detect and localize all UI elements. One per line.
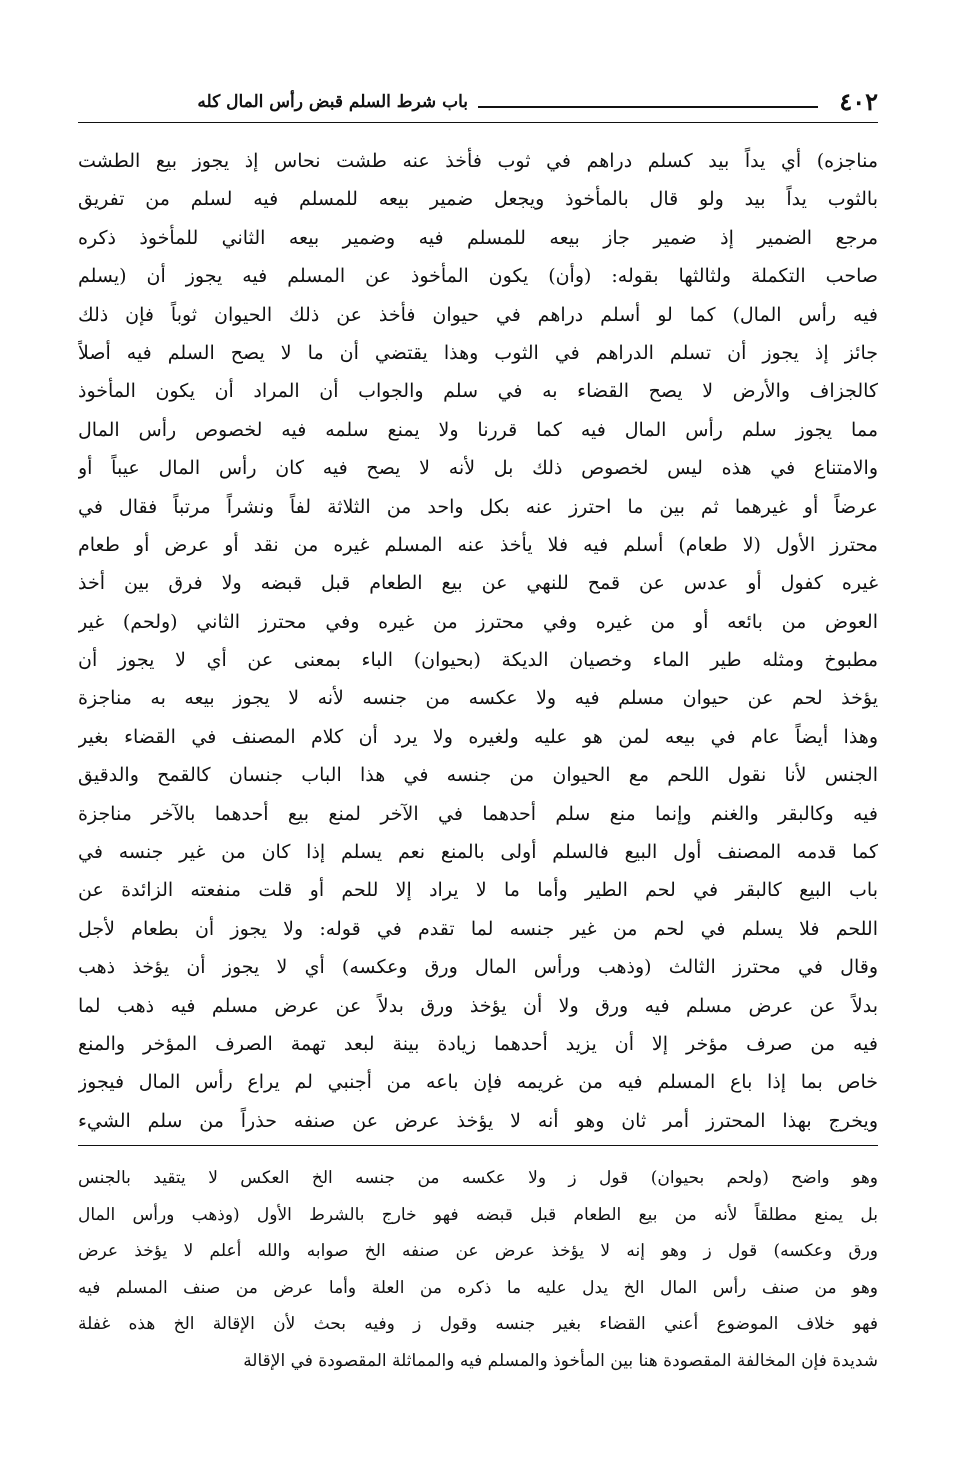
footnotes: [78, 1160, 878, 1379]
text-line: ويخرج بهذا المحترز أمر ثان وهو أنه لا يؤخذ عرض عن صنفه حذراً من سلم الشيء: [78, 1109, 878, 1132]
text-line: صاحب التكملة ولثالثها بقوله: (وأن) يكون المأخوذ عن المسلم فيه يجوز أن (يسلم: [78, 265, 878, 288]
page-number: ٤٠٢: [839, 87, 878, 116]
footnote-line: شديدة فإن المخالفة المقصودة هنا بين المأخوذ والمسلم فيه والمماثلة المقصودة في الإقالة: [243, 1350, 878, 1371]
footnote-line: ورق وعكسه) قول ز وهو إنه لا يؤخذ عرض عن صنفه الخ صوابه والله أعلم لا يؤخذ عرض: [78, 1241, 878, 1261]
text-line: عرضاً أو غيرهما ثم بين ما احترز عنه بكل واحد من الثلاثة لفاً ونشراً مرتباً فقال في: [78, 495, 878, 518]
text-line: فيه وكالبقر والغنم وإنما منع سلم أحدهما في الآخر لمنع بيع أحدهما بالآخر مناجزة: [78, 802, 878, 825]
text-line: محترز الأول (لا طعام) أسلم فيه فلا يأخذ عنه المسلم غيره من نقد أو عرض أو طعام: [78, 533, 878, 556]
header-underline: [78, 122, 878, 123]
text-line: كما قدمه المصنف أول البيع فالسلم أولى بالمنع نعم يسلم إذا كان من غير جنسه في: [78, 841, 878, 864]
text-line: الجنس لأنا نقول اللحم مع الحيوان من جنسه في هذا الباب جنسان كالقمح والدقيق: [78, 764, 878, 787]
text-line: اللحم فلا يسلم في لحم من غير جنسه لما تقدم في قوله: ولا يجوز أن بطعام لأجل: [78, 917, 878, 940]
text-line: باب البيع كالبقر في لحم الطير وأما ما لا يراد إلا للحم أو قلت منفعته الزائدة عن: [78, 879, 878, 902]
footnote-line: بل يمنع مطلقاً لأنه من بيع الطعام قبل قبضه فهو خارج بالشرط الأول (وذهب ورأس المال: [78, 1204, 878, 1225]
text-line: مطبوخ ومثله طير الماء وخصيان الديكة (بحيوان) الباء بمعنى عن أي لا يجوز أن: [78, 649, 878, 672]
text-line: بدلاً عن عرض مسلم فيه ورق ولا أن يؤخذ ورق بدلاً عن عرض مسلم فيه ذهب لما: [78, 994, 878, 1017]
main-text: [78, 142, 878, 1140]
text-line: فيه من صرف مؤخر إلا أن يزيد أحدهما زيادة بينة لبعد تهمة الصرف المؤخر والمنع: [78, 1032, 878, 1055]
chapter-title: باب شرط السلم قبض رأس المال كله: [197, 92, 468, 112]
text-line: جائز إذ يجوز أن تسلم الدراهم في الثوب وهذا يقتضي أن ما لا يصح السلم فيه أصلاً: [78, 341, 878, 364]
text-line: العوض من بائعه أو من غيره وفي محترز من غيره وفي محترز الثاني (ولحم) غير: [78, 610, 878, 633]
text-line: وهذا أيضاً عام في بيعه لمن هو عليه ولغيره ولا يرد أن كلام المصنف في القضاء بغير: [78, 725, 878, 748]
text-line: خاص بما إذا باع المسلم فيه من غريمه فإن باعه من أجنبي لم يراع رأس المال فيجوز: [78, 1071, 878, 1094]
text-line: يؤخذ لحم عن حيوان مسلم فيه ولا عكسه من جنسه لأنه لا يجوز بيعه به مناجزة: [78, 687, 878, 710]
footnote-line: وهو من صنف رأس المال الخ يدل عليه ما ذكره من العلة وأما عرض من صنف المسلم فيه: [78, 1277, 878, 1298]
text-line: غيره كفول أو عدس عن قمح للنهي عن بيع الطعام قبل قبضه ولا فرق بين أخذ: [78, 572, 878, 595]
text-line: فيه رأس المال) كما لو أسلم دراهم في حيوان فأخذ عن ذلك الحيوان ثوباً فإن ذلك: [78, 303, 878, 326]
text-line: مناجزه) أي يداً بيد كسلم دراهم في ثوب فأخذ عنه طشت نحاس إذ يجوز بيع الطشت: [78, 150, 878, 172]
text-line: والامتناع في هذه ليس لخصوص ذلك بل لأنه لا يصح فيه كان رأس المال عيباً أو: [78, 457, 878, 480]
text-line: كالجزاف والأرض لا يصح القضاء به في سلم والجواب أن المراد أن يكون المأخوذ: [78, 380, 878, 403]
text-line: مما يجوز سلم رأس المال فيه كما قررنا ولا يمنع سلمه فيه لخصوص رأس المال: [78, 418, 878, 441]
text-line: وقال في محترز الثالث (وذهب ورأس المال ورق وعكسه) أي لا يجوز أن يؤخذ ذهب: [78, 956, 878, 979]
running-header: [78, 84, 878, 124]
footnote-line: فهو خلاف الموضوع أعني القضاء بغير جنسه وقول ز وفيه بحث لأن الإقالة الخ هذه غفلة: [78, 1314, 878, 1334]
footnote-separator: [78, 1145, 878, 1146]
text-line: مرجع الضمير إذ ضمير جاز بيعه للمسلم فيه وضمير بيعه الثاني للمأخوذ ذكره: [78, 226, 878, 249]
footnote-line: وهو واضح (ولحم بحيوان) قول ز ولا عكسه من جنسه الخ العكس لا يتقيد بالجنس: [78, 1168, 878, 1188]
text-line: بالثوب يداً بيد ولو قال بالمأخوذ ويجعل ضمير بيعه للمسلم فيه لسلم من تفريق: [78, 188, 878, 211]
header-rule: [478, 106, 818, 108]
